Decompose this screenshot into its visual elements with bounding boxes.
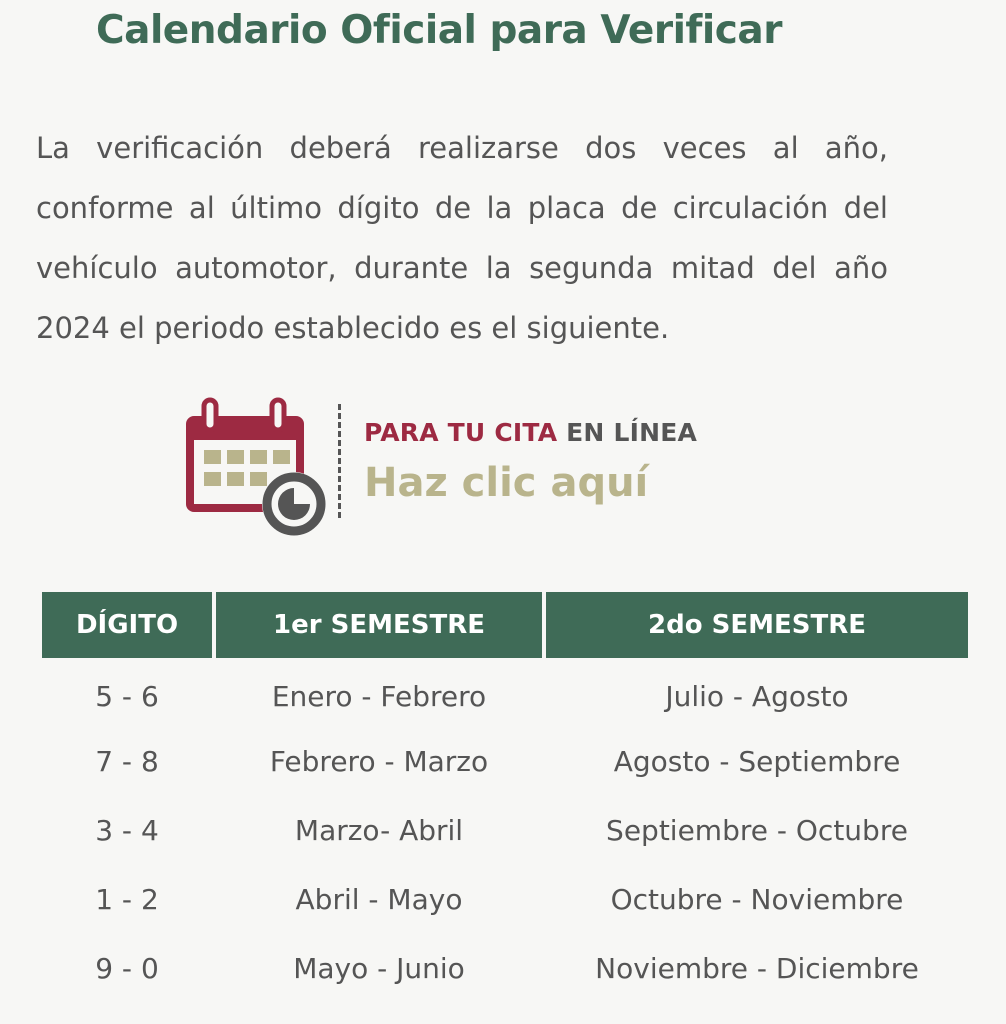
table-row: [42, 865, 968, 934]
cell-second-semester: Agosto - Septiembre: [613, 745, 901, 778]
cell-first-semester: Enero - Febrero: [271, 680, 487, 713]
table-row: [42, 658, 968, 727]
header-second-semester: 2do SEMESTRE: [546, 592, 968, 658]
cell-second-semester: Julio - Agosto: [665, 680, 849, 713]
cell-first-semester: Febrero - Marzo: [269, 745, 489, 778]
cell-second-semester: Septiembre - Octubre: [606, 814, 908, 847]
cell-digit: 9 - 0: [95, 952, 159, 985]
table-header-row: [42, 592, 968, 658]
page-title: Calendario Oficial para Verificar: [96, 8, 782, 53]
cta-click-text: Haz clic aquí: [364, 460, 649, 506]
verification-schedule-table: [38, 592, 972, 1003]
calendar-clock-icon: [180, 396, 330, 546]
table-row: [42, 727, 968, 796]
cta-heading: [364, 418, 697, 447]
dashed-divider: [338, 404, 341, 518]
intro-paragraph: La verificación deberá realizarse dos veces al año, conforme al último dígito de la placa de circulación del vehículo automotor, durante la segunda mitad del año 2024 el periodo establecido es el siguiente.: [36, 131, 888, 345]
cta-heading-highlight: PARA TU CITA: [364, 418, 558, 447]
appointment-link[interactable]: [180, 396, 780, 546]
cell-second-semester: Noviembre - Diciembre: [595, 952, 919, 985]
cell-digit: 7 - 8: [95, 745, 159, 778]
cell-digit: 5 - 6: [95, 680, 159, 713]
cell-first-semester: Abril - Mayo: [295, 883, 463, 916]
table-row: [42, 796, 968, 865]
cell-digit: 1 - 2: [95, 883, 159, 916]
cta-heading-rest: EN LÍNEA: [557, 418, 698, 447]
header-digit: DÍGITO: [42, 592, 212, 658]
cell-first-semester: Mayo - Junio: [293, 952, 465, 985]
cell-digit: 3 - 4: [95, 814, 159, 847]
table-row: [42, 934, 968, 1003]
header-first-semester: 1er SEMESTRE: [216, 592, 542, 658]
cell-second-semester: Octubre - Noviembre: [610, 883, 904, 916]
cell-first-semester: Marzo- Abril: [294, 814, 464, 847]
